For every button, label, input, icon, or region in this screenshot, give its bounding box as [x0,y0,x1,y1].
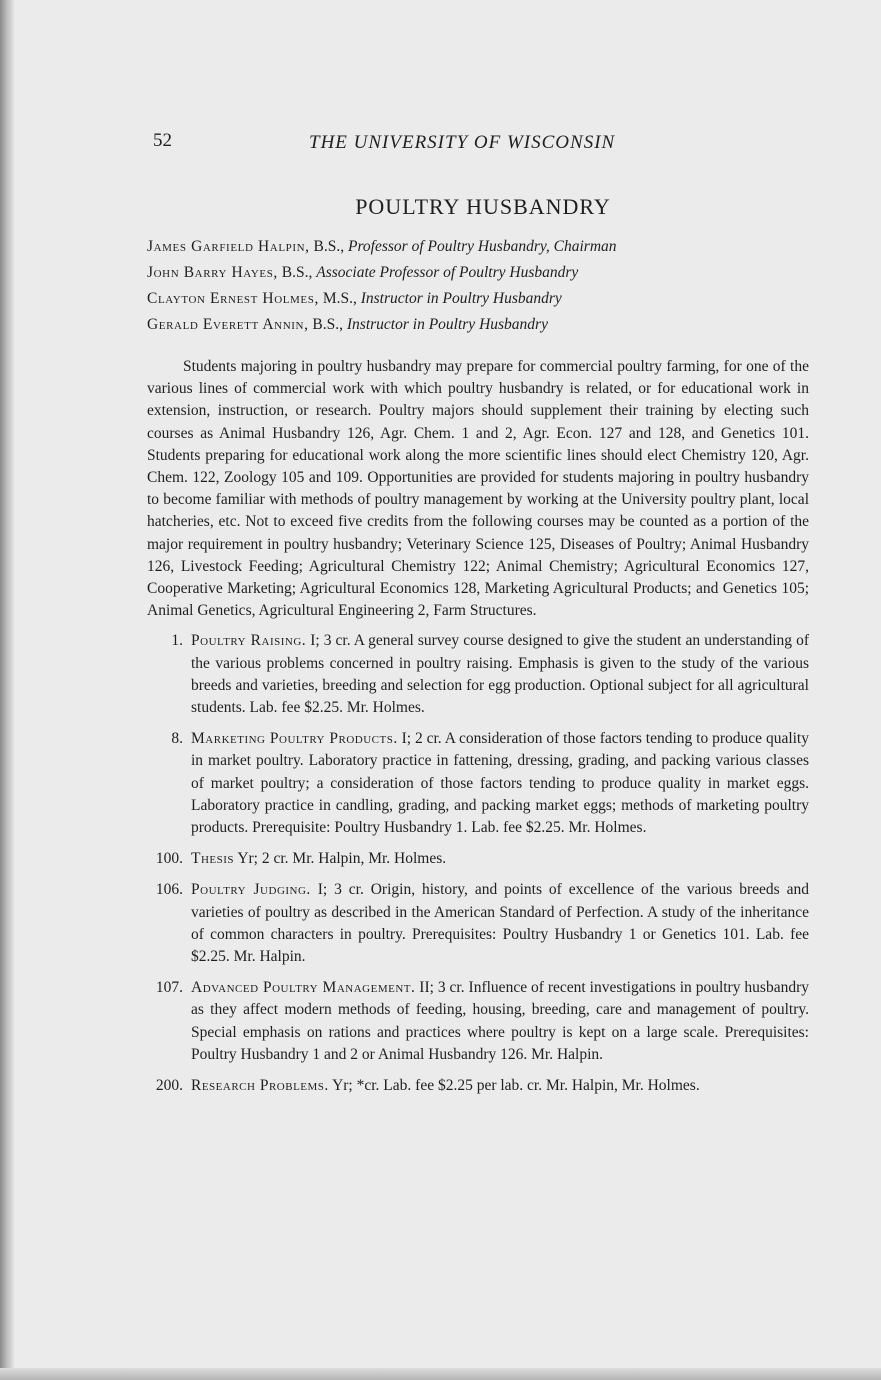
course-number: 1. [171,632,183,650]
course-name: Poultry Raising. [191,632,307,650]
staff-entry [147,234,809,260]
staff-degree: B.S., [308,316,347,333]
staff-name: Gerald Everett Annin, [147,316,309,333]
staff-degree: B.S., [277,264,317,281]
staff-list [147,234,809,338]
page-bottom-edge [0,1368,881,1380]
staff-entry [147,312,809,338]
staff-name: Clayton Ernest Holmes, [147,290,319,307]
course-description: II; 3 cr. Influence of recent investigations in poultry husbandry as they affect modern methods of feeding, housing, breeding, care and management of poultry. Special emphasis on rations and practices where poultry is kept on a large scale. Prerequisites: Poultry Husbandry 1 and 2 or Animal Husbandry 126. Mr. Halpin. [191,979,809,1063]
intro-paragraph: Students majoring in poultry husbandry may prepare for commercial poultry farming, for one of the various lines of commercial work with which poultry husbandry is related, or for educational work in extension, instruction, or research. Poultry majors should supplement their training by electing such courses as Animal Husbandry 126, Agr. Chem. 1 and 2, Agr. Econ. 127 and 128, and Genetics 101. Students preparing for educational work along the more scientific lines should elect Chemistry 120, Agr. Chem. 122, Zoology 105 and 109. Opportunities are provided for students majoring in poultry husbandry to become familiar with methods of poultry management by working at the University poultry plant, local hatcheries, etc. Not to exceed five credits from the following courses may be counted as a portion of the major requirement in poultry husbandry; Veterinary Science 125, Diseases of Poultry; Animal Husbandry 126, Livestock Feeding; Agricultural Chemistry 122; Animal Chemistry; Agricultural Economics 127, Cooperative Marketing; Agricultural Economics 128, Marketing Agricultural Products; and Genetics 105; Animal Genetics, Agricultural Engineering 2, Farm Structures. [147,358,809,620]
page-number: 52 [153,130,172,151]
staff-entry [147,286,809,312]
course-description: I; 3 cr. Origin, history, and points of excellence of the various breeds and varieties of poultry as described in the American Standard of Perfection. A study of the inheritance of common characters in poultry. Prerequisites: Poultry Husbandry 1 or Genetics 101. Lab. fee $2.25. Mr. Halpin. [191,881,809,966]
course-entry [147,728,809,839]
course-name: Advanced Poultry Management. [191,979,416,997]
course-description: I; 2 cr. A consideration of those factors tending to produce quality in market poultry. Laboratory practice in fattening, dressing, grading, and packing various classes of market poultry; a consideration of those factors tending to produce quality in market eggs. Laboratory practice in candling, grading, and packing market eggs; methods of marketing poultry products. Prerequisite: Poultry Husbandry 1. Lab. fee $2.25. Mr. Holmes. [191,730,809,837]
section-title: POULTRY HUSBANDRY [355,194,611,219]
course-entry [147,630,809,719]
course-number: 200. [155,1077,183,1095]
course-name: Thesis [191,850,235,868]
course-description: Yr; 2 cr. Mr. Halpin, Mr. Holmes. [234,850,447,868]
page-left-edge [0,0,14,1380]
staff-name: John Barry Hayes, [147,264,278,281]
staff-title: Professor of Poultry Husbandry, Chairman [347,238,617,255]
document-page [147,130,809,1106]
staff-title: Instructor in Poultry Husbandry [360,290,562,307]
course-entry [147,848,809,870]
course-entry [147,977,809,1066]
running-title: THE UNIVERSITY OF WISCONSIN [309,132,616,153]
staff-entry [147,260,809,286]
course-name: Research Problems. [191,1077,329,1095]
course-number: 106. [155,881,183,899]
course-entry [147,1075,809,1097]
course-number: 8. [171,730,183,748]
staff-title: Instructor in Poultry Husbandry [346,316,548,333]
staff-degree: M.S., [318,290,361,307]
staff-name: James Garfield Halpin, [147,238,310,255]
course-number: 100. [155,850,183,868]
staff-title: Associate Professor of Poultry Husbandry [316,264,579,281]
course-entry [147,879,809,968]
course-description: I; 3 cr. A general survey course designed to give the student an understanding of the various problems concerned in poultry raising. Emphasis is given to the study of the various breeds and varieties, breeding and selection for egg production. Optional subject for all agricultural students. Lab. fee $2.25. Mr. Holmes. [191,632,809,717]
running-head [147,130,809,166]
course-name: Marketing Poultry Products. [191,730,398,748]
course-name: Poultry Judging. [191,881,311,899]
course-number: 107. [155,979,183,997]
staff-degree: B.S., [309,238,348,255]
course-description: Yr; *cr. Lab. fee $2.25 per lab. cr. Mr. Halpin, Mr. Holmes. [328,1077,700,1095]
